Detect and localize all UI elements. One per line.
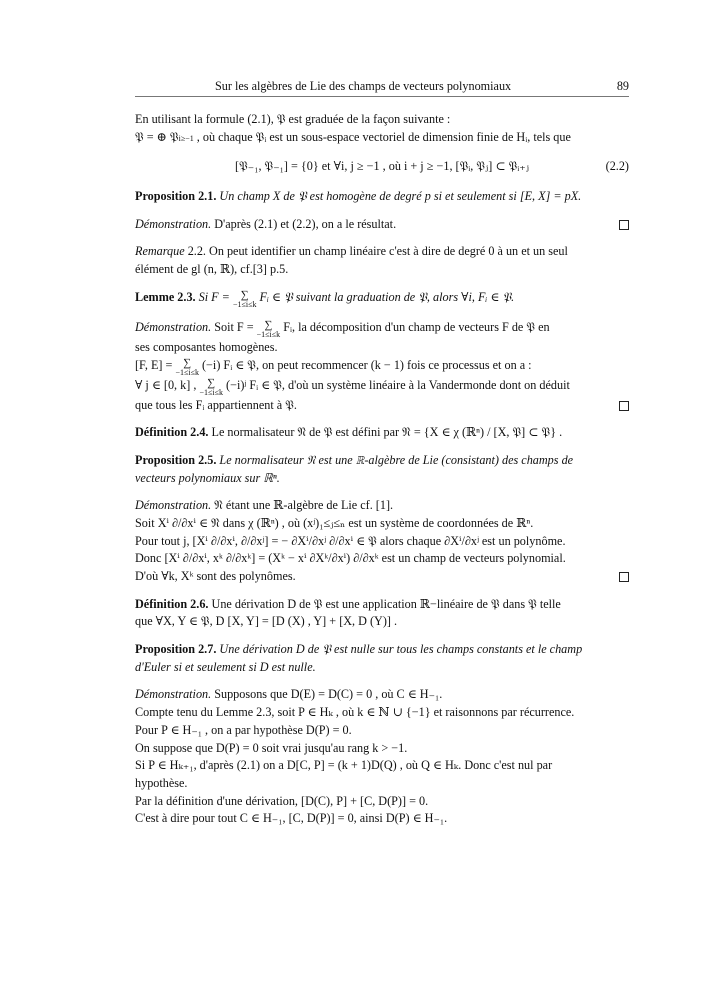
summation: ∑ −1≤i≤k — [256, 318, 281, 339]
page-number: 89 — [616, 79, 629, 93]
demonstration-1 — [135, 216, 629, 234]
definition-text: Le normalisateur 𝔑 de 𝔓 est défini par 𝔑 = {X ∈ χ (ℝⁿ) / [X, 𝔓] ⊂ 𝔓} . — [211, 425, 563, 440]
demonstration-label: Démonstration. — [135, 687, 212, 702]
demonstration-4: Démonstration. Supposons que D(E) = D(C) = 0 , où C ∈ H₋₁. Compte tenu du Lemme 2.3, soit P ∈ Hₖ , où k ∈ ℕ ∪ {−1} et raisonnons par récurrence. Pour P ∈ H₋₁ , on a par hypothèse D(P) = 0. On suppose que D(P) = 0 soit vrai jusqu'au rang k > −1. Si P ∈ Hₖ₊₁, d'après (2.1) on a D[C, P] = (k + 1)D(Q) , où Q ∈ Hₖ. Donc c'est nul par hypothèse. Par la définition d'une dérivation, [D(C), P] + [C, D(P)] = 0. C'est à dire pour tout C ∈ H₋₁, [C, D(P)] = 0, ainsi D(P) ∈ H₋₁. — [135, 687, 575, 826]
proposition-2-7: Proposition 2.7. Une dérivation D de 𝔓 est nulle sur tous les champs constants et le champ d'Euler si et seulement si D est nulle. — [135, 642, 583, 674]
qed-box — [619, 572, 629, 582]
demonstration-label: Démonstration. — [135, 216, 212, 231]
proposition-2-1 — [135, 188, 629, 206]
equation-2-2-body: [𝔓₋₁, 𝔓₋₁] = {0} et ∀i, j ≥ −1 , où i + j ≥ −1, [𝔓ᵢ, 𝔓ⱼ] ⊂ 𝔓ᵢ₊ⱼ — [235, 159, 529, 174]
definition-label: Définition 2.6. — [135, 596, 209, 611]
intro-line-1: En utilisant la formule (2.1), 𝔓 est graduée de la façon suivante : — [135, 112, 451, 126]
definition-label: Définition 2.4. — [135, 425, 209, 440]
header-title: Sur les algèbres de Lie des champs de vecteurs polynomiaux — [215, 79, 512, 93]
demonstration-label: Démonstration. — [135, 498, 212, 513]
remark-number: 2.2. — [187, 244, 206, 259]
remark-2-2 — [135, 243, 629, 278]
running-header — [135, 78, 629, 97]
demonstration-text: D'après (2.1) et (2.2), on a le résultat. — [214, 216, 397, 231]
paper-page — [135, 78, 629, 838]
demonstration-2: Démonstration. Soit F = ∑ −1≤i≤k Fᵢ, la décomposition d'un champ de vecteurs F de 𝔓 en ses composantes homogènes. [F, E] = ∑ −1≤i≤k (−i) Fᵢ ∈ 𝔓, on peut recommencer (k − 1) fois ce processus et on a : ∀ j ∈ [0, k] , ∑ −1≤i≤k (−i)ʲ Fᵢ ∈ 𝔓, d'où un système linéaire à la Vandermonde dont on déduit que tous les Fᵢ appartiennent à 𝔓. — [135, 319, 629, 414]
remark-label: Remarque — [135, 244, 185, 259]
definition-2-6: Définition 2.6. Une dérivation D de 𝔓 est une application ℝ−linéaire de 𝔓 dans 𝔓 telle que ∀X, Y ∈ 𝔓, D [X, Y] = [D (X) , Y] + [X, D (Y)] . — [135, 596, 561, 629]
lemma-label: Lemme 2.3. — [135, 289, 196, 304]
proposition-text: Un champ X de 𝔓 est homogène de degré p si et seulement si [E, X] = pX. — [219, 189, 582, 204]
proposition-label: Proposition 2.5. — [135, 452, 217, 467]
intro-paragraph — [135, 111, 629, 146]
summation: ∑ −1≤i≤k — [199, 376, 223, 397]
equation-2-2 — [135, 158, 629, 176]
demonstration-label: Démonstration. — [135, 319, 212, 334]
demonstration-3: Démonstration. 𝔑 étant une ℝ-algèbre de Lie cf. [1]. Soit Xⁱ ∂/∂xⁱ ∈ 𝔑 dans χ (ℝⁿ) , où (xʲ)₁≤ⱼ≤ₙ est un système de coordonnées de ℝⁿ. Pour tout j, [Xⁱ ∂/∂xⁱ, ∂/∂xʲ] = − ∂Xⁱ/∂xʲ ∂/∂xⁱ ∈ 𝔓 alors chaque ∂Xⁱ/∂xʲ est un polynôme. Donc [Xⁱ ∂/∂xⁱ, xᵏ ∂/∂xᵏ] = (Xᵏ − xⁱ ∂Xᵏ/∂xⁱ) ∂/∂xᵏ est un champ de vecteurs polynomial. D'où ∀k, Xᵏ sont des polynômes. — [135, 497, 629, 585]
remark-line-2: élément de gl (n, ℝ), cf.[3] p.5. — [135, 262, 289, 277]
intro-line-2: 𝔓 = ⊕ 𝔓i≥−1 , où chaque 𝔓ᵢ est un sous-espace vectoriel de dimension finie de Hᵢ, tels que — [135, 129, 571, 144]
qed-box — [619, 220, 629, 230]
qed-box — [619, 401, 629, 411]
equation-number: (2.2) — [605, 159, 629, 174]
proposition-label: Proposition 2.7. — [135, 642, 217, 657]
summation: ∑ −1≤i≤k — [232, 288, 257, 309]
summation: ∑ −1≤i≤k — [175, 356, 199, 377]
remark-line-1: On peut identifier un champ linéaire c'est à dire de degré 0 à un et un seul — [209, 244, 568, 259]
definition-2-4 — [135, 424, 629, 442]
lemma-2-3: Lemme 2.3. Si F = ∑ −1≤i≤k Fᵢ ∈ 𝔓 suivant la graduation de 𝔓, alors ∀i, Fᵢ ∈ 𝔓. — [135, 288, 515, 309]
proposition-2-5: Proposition 2.5. Le normalisateur 𝔑 est une ℝ-algèbre de Lie (consistant) des champs de vecteurs polynomiaux sur ℝⁿ. — [135, 452, 574, 485]
proposition-label: Proposition 2.1. — [135, 189, 217, 204]
